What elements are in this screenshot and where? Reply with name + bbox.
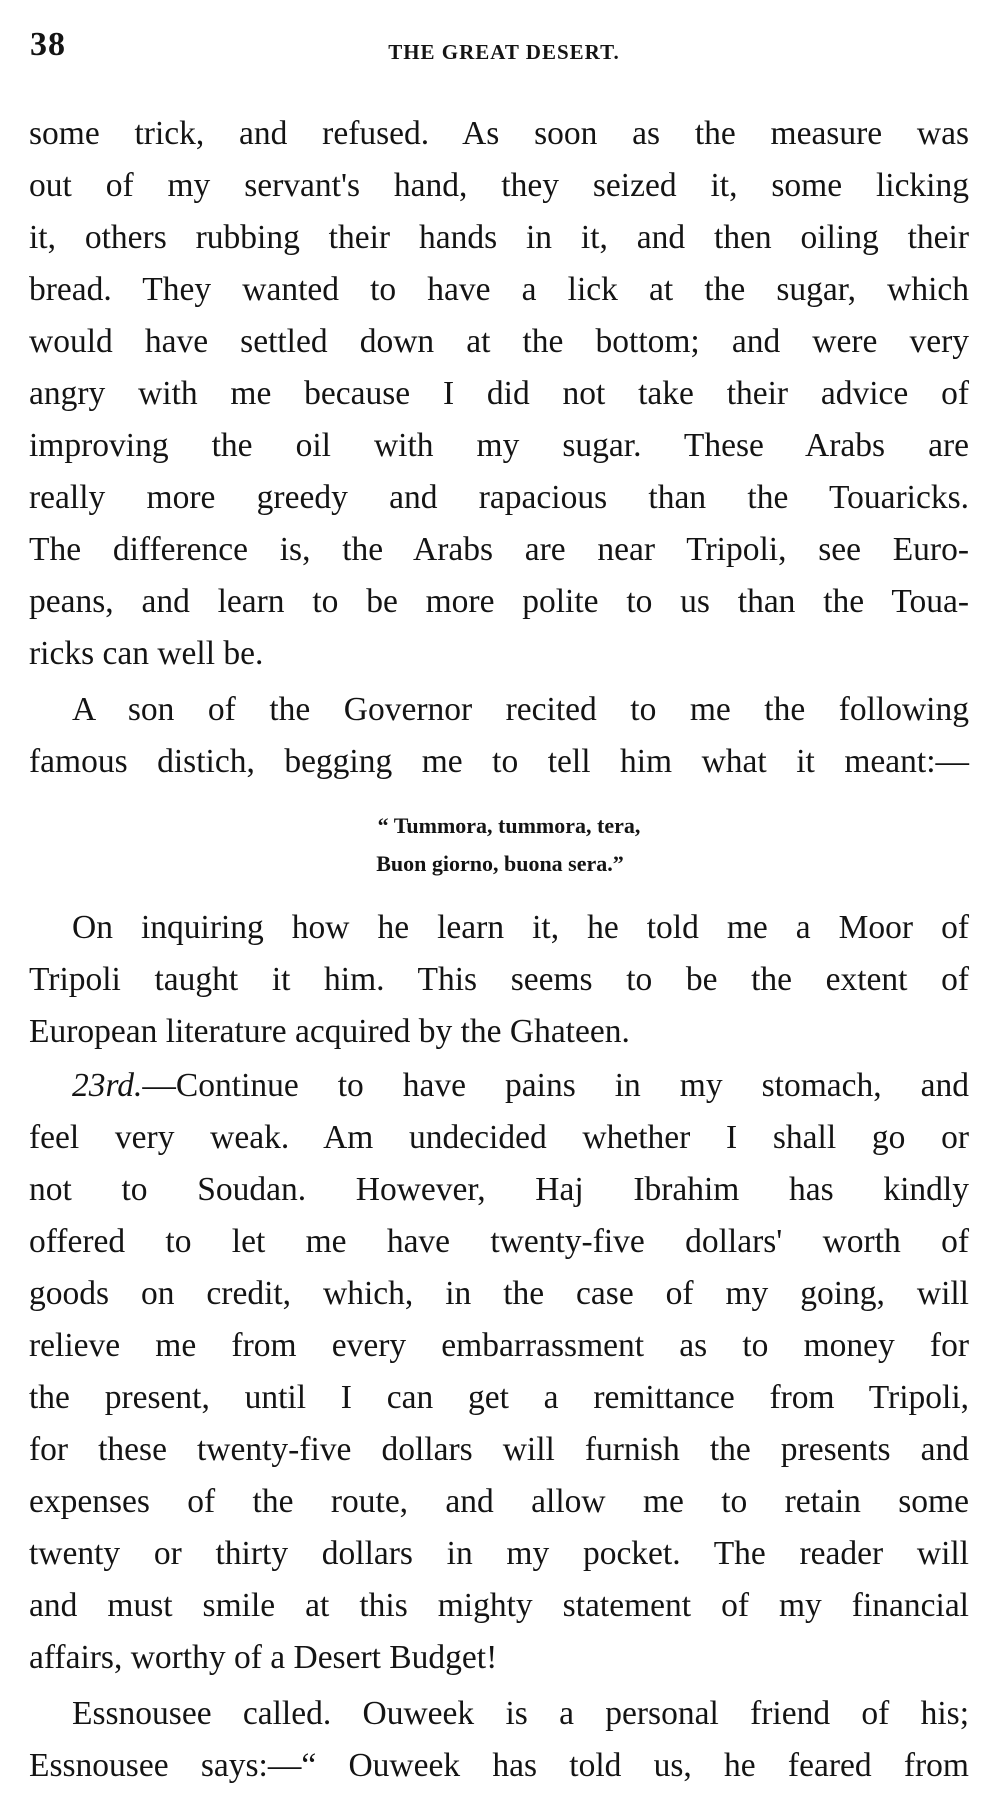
text-line: ricks can well be. — [29, 635, 264, 672]
text-line: angry with me because I did not take their advice of — [29, 375, 969, 412]
text-line: On inquiring how he learn it, he told me a Moor of — [72, 909, 969, 946]
text-line: A son of the Governor recited to me the following — [72, 691, 969, 728]
text-line: for these twenty-five dollars will furnish the presents and — [29, 1431, 969, 1468]
text-line — [72, 1066, 969, 1106]
text-line: really more greedy and rapacious than the Touaricks. — [29, 479, 969, 516]
verse-line: Buon giorno, buona sera.” — [376, 851, 624, 876]
text-line: peans, and learn to be more polite to us than the Toua- — [29, 583, 969, 620]
text-line: affairs, worthy of a Desert Budget! — [29, 1639, 498, 1676]
text-line: Essnousee says:—“ Ouweek has told us, he feared from — [29, 1747, 969, 1784]
page-header — [30, 26, 978, 76]
text-line: and must smile at this mighty statement of my financial — [29, 1587, 969, 1624]
text-line: Tripoli taught it him. This seems to be the extent of — [29, 961, 969, 998]
text-line: goods on credit, which, in the case of my going, will — [29, 1275, 969, 1312]
text-line: The difference is, the Arabs are near Tripoli, see Euro- — [29, 531, 969, 568]
text-line: Essnousee called. Ouweek is a personal friend of his; — [72, 1695, 969, 1732]
text-line: not to Soudan. However, Haj Ibrahim has kindly — [29, 1171, 969, 1208]
text-line: European literature acquired by the Ghateen. — [29, 1013, 630, 1050]
text-line: twenty or thirty dollars in my pocket. The reader will — [29, 1535, 969, 1572]
running-title: THE GREAT DESERT. — [388, 40, 620, 64]
text-line: out of my servant's hand, they seized it, some licking — [29, 167, 969, 204]
verse-line: “ Tummora, tummora, tera, — [377, 813, 641, 838]
text-line: relieve me from every embarrassment as to money for — [29, 1327, 969, 1364]
text-line: famous distich, begging me to tell him what it meant:— — [29, 743, 969, 780]
text-line: some trick, and refused. As soon as the measure was — [29, 115, 969, 152]
text-line: feel very weak. Am undecided whether I shall go or — [29, 1119, 969, 1156]
text-line-rest: —Continue to have pains in my stomach, and — [142, 1067, 969, 1104]
text-line: offered to let me have twenty-five dollars' worth of — [29, 1223, 969, 1260]
text-line: expenses of the route, and allow me to retain some — [29, 1483, 969, 1520]
text-line: would have settled down at the bottom; and were very — [29, 323, 969, 360]
text-line: it, others rubbing their hands in it, and then oiling their — [29, 219, 969, 256]
page-number: 38 — [30, 26, 66, 63]
date-label: 23rd. — [72, 1067, 143, 1104]
text-line: bread. They wanted to have a lick at the sugar, which — [29, 271, 969, 308]
text-line: the present, until I can get a remittance from Tripoli, — [29, 1379, 969, 1416]
text-line: improving the oil with my sugar. These Arabs are — [29, 427, 969, 464]
